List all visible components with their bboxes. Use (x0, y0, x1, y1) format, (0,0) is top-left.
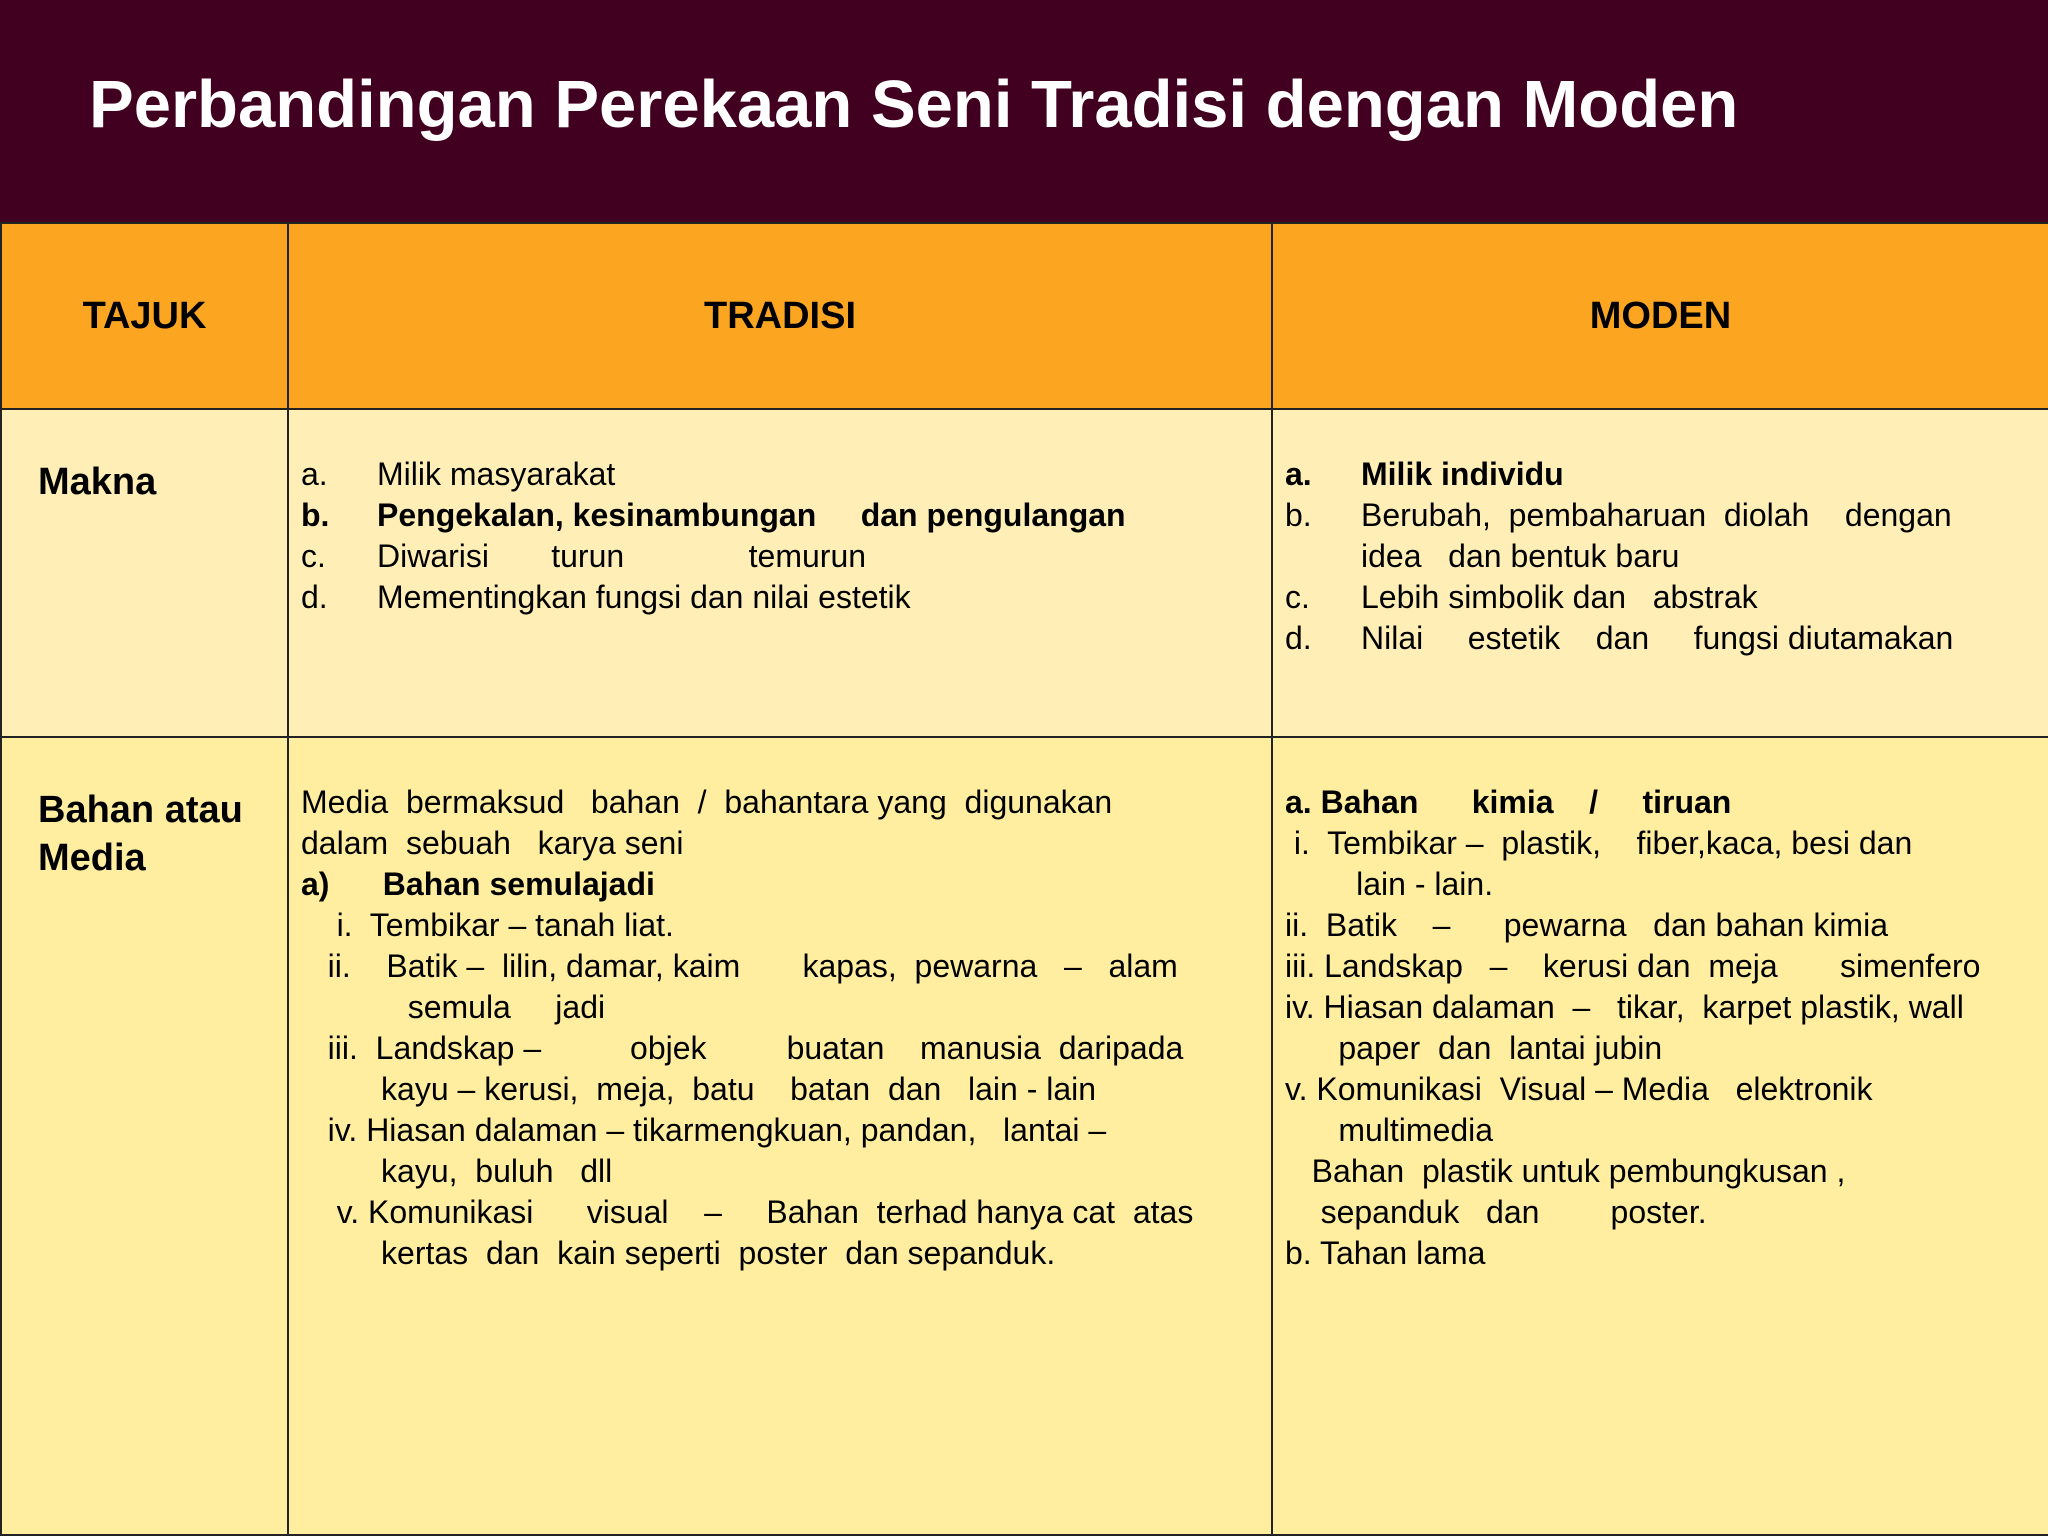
list-item (1285, 536, 2048, 577)
table-header-row (1, 223, 2048, 409)
list-marker: c. (301, 538, 326, 574)
page-title: Perbandingan Perekaan Seni Tradisi dengan Moden (89, 67, 1739, 142)
text-line: iv. Hiasan dalaman – tikar, karpet plastik, wall (1285, 989, 1964, 1025)
text-line: v. Komunikasi visual – Bahan terhad hanya cat atas (301, 1194, 1194, 1230)
cell-bahan-label (1, 737, 288, 1535)
row-label-line: Bahan atau (38, 789, 243, 831)
text-line: Bahan plastik untuk pembungkusan , (1285, 1153, 1846, 1189)
text-line: semula jadi (301, 989, 606, 1025)
list-item (301, 454, 1271, 495)
text-line: b. Tahan lama (1285, 1235, 1486, 1271)
text-line: paper dan lantai jubin (1285, 1030, 1663, 1066)
row-label-line: Media (38, 837, 146, 879)
cell-bahan-tradisi (288, 737, 1272, 1535)
text-line: multimedia (1285, 1112, 1494, 1148)
text-line: iv. Hiasan dalaman – tikarmengkuan, pandan, lantai – (301, 1112, 1107, 1148)
list-text: Lebih simbolik dan abstrak (1361, 579, 1758, 615)
title-bar (0, 0, 2048, 222)
header-moden: MODEN (1272, 223, 2048, 409)
list-text: Pengekalan, kesinambungan dan pengulangan (377, 497, 1126, 533)
cell-makna-moden (1272, 409, 2048, 737)
text-line: kayu, buluh dll (301, 1153, 613, 1189)
row-label-makna: Makna (38, 461, 157, 503)
list-text: Milik individu (1361, 456, 1564, 492)
text-line: v. Komunikasi Visual – Media elektronik (1285, 1071, 1873, 1107)
list-marker: a. (301, 456, 328, 492)
header-tradisi: TRADISI (288, 223, 1272, 409)
text-line: iii. Landskap – kerusi dan meja simenfero (1285, 948, 1981, 984)
list-item (1285, 495, 2048, 536)
text-line: ii. Batik – lilin, damar, kaim kapas, pewarna – alam (301, 948, 1178, 984)
text-line: kertas dan kain seperti poster dan sepanduk. (301, 1235, 1056, 1271)
makna-tradisi-list (289, 410, 1271, 618)
text-line: iii. Landskap – objek buatan manusia daripada (301, 1030, 1184, 1066)
cell-bahan-moden (1272, 737, 2048, 1535)
list-item (301, 536, 1271, 577)
list-marker: b. (301, 497, 330, 533)
table-row-bahan (1, 737, 2048, 1535)
text-line: dalam sebuah karya seni (301, 825, 684, 861)
list-text: Nilai estetik dan fungsi diutamakan (1361, 620, 1954, 656)
cell-makna-tradisi (288, 409, 1272, 737)
text-line: lain - lain. (1285, 866, 1494, 902)
list-item (1285, 618, 2048, 659)
text-line: ii. Batik – pewarna dan bahan kimia (1285, 907, 1888, 943)
list-marker: c. (1285, 579, 1310, 615)
list-item (301, 495, 1271, 536)
text-line: i. Tembikar – plastik, fiber,kaca, besi dan (1285, 825, 1913, 861)
list-marker: a. (1285, 456, 1312, 492)
list-text: Mementingkan fungsi dan nilai estetik (377, 579, 911, 615)
list-text: idea dan bentuk baru (1361, 538, 1680, 574)
header-tajuk: TAJUK (1, 223, 288, 409)
list-item (301, 577, 1271, 618)
text-line: a) Bahan semulajadi (301, 866, 655, 902)
text-line: kayu – kerusi, meja, batu batan dan lain - lain (301, 1071, 1097, 1107)
list-marker: d. (1285, 620, 1312, 656)
list-text: Milik masyarakat (377, 456, 616, 492)
bahan-moden-text (1273, 738, 2048, 1274)
text-line: a. Bahan kimia / tiruan (1285, 784, 1732, 820)
cell-makna-label (1, 409, 288, 737)
makna-moden-list (1273, 410, 2048, 659)
list-text: Berubah, pembaharuan diolah dengan (1361, 497, 1952, 533)
list-item (1285, 454, 2048, 495)
list-item (1285, 577, 2048, 618)
text-line: Media bermaksud bahan / bahantara yang digunakan (301, 784, 1113, 820)
list-marker: b. (1285, 497, 1312, 533)
list-text: Diwarisi turun temurun (377, 538, 867, 574)
text-line: i. Tembikar – tanah liat. (301, 907, 674, 943)
text-line: sepanduk dan poster. (1285, 1194, 1707, 1230)
list-marker: d. (301, 579, 328, 615)
comparison-table (0, 222, 2048, 1536)
table-row-makna (1, 409, 2048, 737)
row-label-bahan (2, 738, 287, 882)
bahan-tradisi-text (289, 738, 1271, 1274)
